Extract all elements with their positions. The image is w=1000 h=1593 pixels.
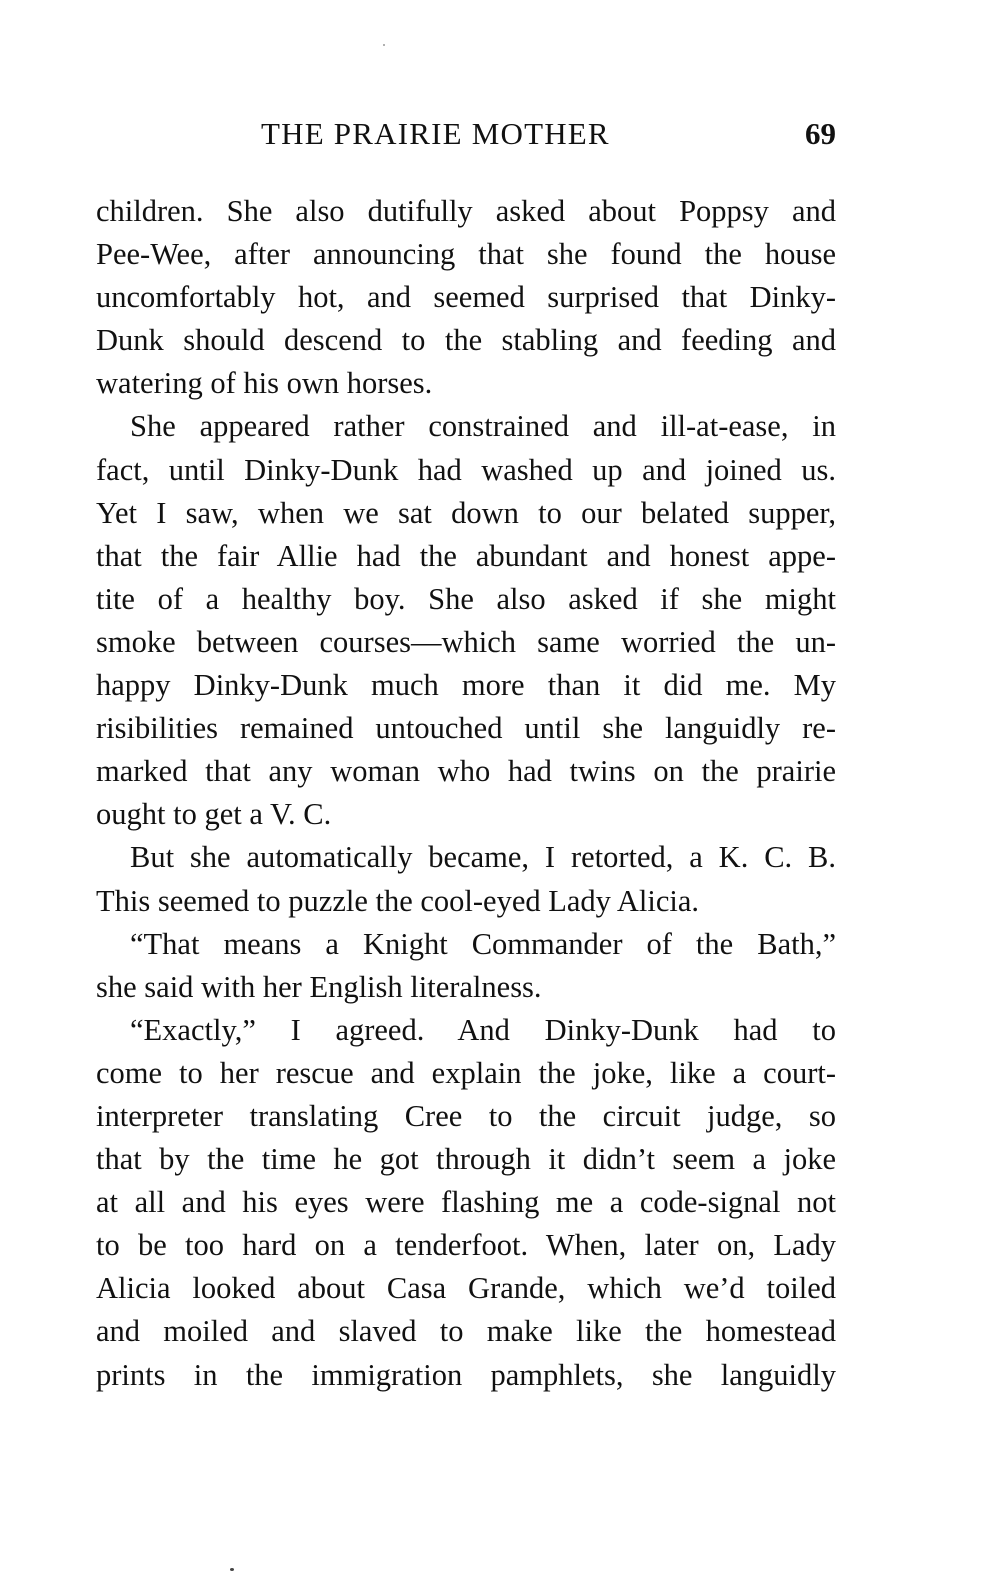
text-line: Yet I saw, when we sat down to our belated supper, (96, 495, 836, 530)
text-line: prints in the immigration pamphlets, she languidly (96, 1357, 836, 1392)
text-line: uncomfortably hot, and seemed surprised that Dinky- (96, 280, 836, 315)
text-line: Alicia looked about Casa Grande, which we’d toiled (96, 1271, 836, 1306)
body-text (96, 190, 836, 1397)
running-head: THE PRAIRIE MOTHER (261, 116, 610, 151)
text-line: that the fair Allie had the abundant and honest appe- (96, 538, 836, 573)
text-line: watering of his own horses. (96, 366, 433, 401)
text-line: smoke between courses—which same worried the un- (96, 624, 836, 659)
text-line: she said with her English literalness. (96, 969, 542, 1004)
text-line: and moiled and slaved to make like the homestead (96, 1314, 836, 1349)
text-line: that by the time he got through it didn’t seem a joke (96, 1142, 836, 1177)
text-line: happy Dinky-Dunk much more than it did me. My (96, 668, 836, 703)
text-line: come to her rescue and explain the joke, like a court- (96, 1055, 836, 1090)
text-line: to be too hard on a tenderfoot. When, later on, Lady (96, 1228, 836, 1263)
paper-speck (230, 1568, 234, 1571)
text-line: But she automatically became, I retorted, a K. C. B. (130, 840, 836, 875)
page-header (96, 112, 836, 162)
text-line: “Exactly,” I agreed. And Dinky-Dunk had to (130, 1012, 836, 1047)
text-line: “That means a Knight Commander of the Bath,” (130, 926, 836, 961)
text-line: Dunk should descend to the stabling and feeding and (96, 323, 836, 358)
text-line: She appeared rather constrained and ill-at-ease, in (130, 409, 836, 444)
text-line: children. She also dutifully asked about Poppsy and (96, 194, 836, 228)
text-line: tite of a healthy boy. She also asked if she might (96, 581, 836, 616)
text-line: at all and his eyes were flashing me a code-signal not (96, 1185, 836, 1220)
text-line: ought to get a V. C. (96, 797, 332, 832)
text-line: This seemed to puzzle the cool-eyed Lady Alicia. (96, 883, 700, 918)
page-number: 69 (805, 116, 836, 151)
text-line: Pee-Wee, after announcing that she found the house (96, 237, 836, 272)
text-line: marked that any woman who had twins on the prairie (96, 754, 836, 789)
text-line: interpreter translating Cree to the circuit judge, so (96, 1098, 836, 1133)
text-line: fact, until Dinky-Dunk had washed up and joined us. (96, 452, 836, 487)
paper-speck (383, 44, 385, 46)
text-line: risibilities remained untouched until she languidly re- (96, 711, 836, 746)
